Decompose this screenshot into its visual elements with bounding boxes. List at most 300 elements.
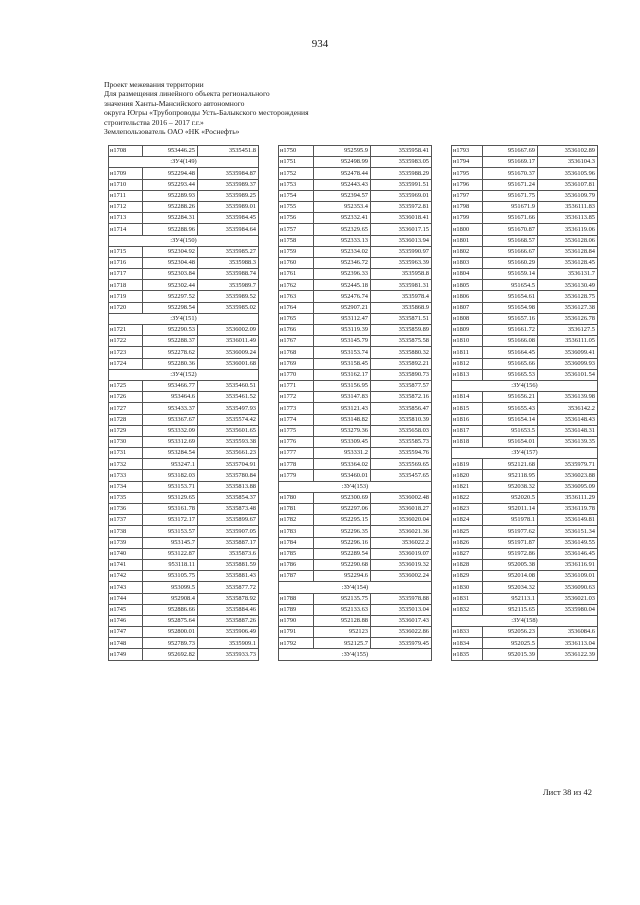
point-id-cell: н1827	[452, 548, 483, 559]
x-coordinate-cell: 952800.01	[143, 627, 198, 638]
x-coordinate-cell: 953331.2	[314, 448, 371, 459]
y-coordinate-cell: 3536130.49	[538, 280, 598, 291]
y-coordinate-cell: 3535594.76	[371, 448, 432, 459]
point-id-cell: н1753	[279, 179, 314, 190]
point-id-cell: н1826	[452, 537, 483, 548]
x-coordinate-cell: 952907.21	[314, 302, 371, 313]
point-id-cell: н1765	[279, 313, 314, 324]
y-coordinate-cell: 3535881.59	[198, 559, 259, 570]
table-row	[109, 649, 259, 660]
y-coordinate-cell: 3536019.07	[371, 548, 432, 559]
y-coordinate-cell: 3535899.67	[198, 515, 259, 526]
y-coordinate-cell: 3535013.04	[371, 604, 432, 615]
table-row	[279, 224, 432, 235]
point-id-cell: н1728	[109, 414, 143, 425]
point-id-cell: н1730	[109, 436, 143, 447]
x-coordinate-cell: 951667.69	[483, 146, 538, 157]
point-id-cell: н1808	[452, 313, 483, 324]
table-row	[452, 336, 598, 347]
x-coordinate-cell: 951654.61	[483, 291, 538, 302]
y-coordinate-cell: 3536127.5	[538, 325, 598, 336]
point-id-cell: н1782	[279, 515, 314, 526]
table-row	[279, 436, 432, 447]
y-coordinate-cell: 3535984.87	[198, 168, 259, 179]
x-coordinate-cell: 953153.74	[314, 347, 371, 358]
y-coordinate-cell: 3535451.8	[198, 146, 259, 157]
point-id-cell: н1799	[452, 213, 483, 224]
coordinates-table-1	[108, 145, 259, 661]
y-coordinate-cell: 3535988.3	[198, 257, 259, 268]
x-coordinate-cell: 952135.75	[314, 593, 371, 604]
y-coordinate-cell: 3535884.46	[198, 604, 259, 615]
section-label: :ЗУ4(150)	[109, 235, 259, 246]
x-coordinate-cell: 952014.08	[483, 571, 538, 582]
table-row	[452, 559, 598, 570]
y-coordinate-cell: 3535988.74	[198, 269, 259, 280]
section-row	[452, 380, 598, 391]
section-label: :ЗУ4(155)	[279, 649, 432, 660]
table-row	[279, 526, 432, 537]
x-coordinate-cell: 951665.66	[483, 358, 538, 369]
x-coordinate-cell: 951978.1	[483, 515, 538, 526]
point-id-cell: н1823	[452, 504, 483, 515]
y-coordinate-cell: 3536151.34	[538, 526, 598, 537]
y-coordinate-cell: 3535991.51	[371, 179, 432, 190]
y-coordinate-cell: 3536105.96	[538, 168, 598, 179]
y-coordinate-cell: 3535980.04	[538, 604, 598, 615]
table-row	[109, 246, 259, 257]
table-row	[452, 403, 598, 414]
x-coordinate-cell: 952443.43	[314, 179, 371, 190]
y-coordinate-cell: 3536119.78	[538, 504, 598, 515]
x-coordinate-cell: 951654.5	[483, 280, 538, 291]
point-id-cell: н1767	[279, 336, 314, 347]
x-coordinate-cell: 953153.57	[143, 526, 198, 537]
x-coordinate-cell: 952284.31	[143, 213, 198, 224]
x-coordinate-cell: 953153.71	[143, 481, 198, 492]
point-id-cell: н1811	[452, 347, 483, 358]
table-row	[452, 459, 598, 470]
y-coordinate-cell: 3536018.27	[371, 504, 432, 515]
point-id-cell: н1795	[452, 168, 483, 179]
y-coordinate-cell: 3535887.17	[198, 537, 259, 548]
point-id-cell: н1796	[452, 179, 483, 190]
y-coordinate-cell: 3535872.16	[371, 392, 432, 403]
y-coordinate-cell: 3535887.26	[198, 615, 259, 626]
y-coordinate-cell: 3535497.93	[198, 403, 259, 414]
x-coordinate-cell: 952445.18	[314, 280, 371, 291]
point-id-cell: н1755	[279, 201, 314, 212]
table-row	[452, 436, 598, 447]
y-coordinate-cell: 3535878.92	[198, 593, 259, 604]
point-id-cell: н1814	[452, 392, 483, 403]
x-coordinate-cell: 953460.01	[314, 470, 371, 481]
table-row	[109, 269, 259, 280]
point-id-cell: н1712	[109, 201, 143, 212]
x-coordinate-cell: 951653.5	[483, 425, 538, 436]
x-coordinate-cell: 951655.43	[483, 403, 538, 414]
table-row	[109, 302, 259, 313]
x-coordinate-cell: 951668.57	[483, 235, 538, 246]
table-row	[452, 604, 598, 615]
table-row	[109, 559, 259, 570]
table-row	[279, 559, 432, 570]
point-id-cell: н1803	[452, 257, 483, 268]
point-id-cell: н1759	[279, 246, 314, 257]
y-coordinate-cell: 3536113.04	[538, 638, 598, 649]
y-coordinate-cell: 3535880.32	[371, 347, 432, 358]
y-coordinate-cell: 3536099.93	[538, 358, 598, 369]
x-coordinate-cell: 952015.39	[483, 649, 538, 660]
x-coordinate-cell: 953161.78	[143, 504, 198, 515]
x-coordinate-cell: 953279.36	[314, 425, 371, 436]
y-coordinate-cell: 3536111.29	[538, 492, 598, 503]
point-id-cell: н1810	[452, 336, 483, 347]
table-row	[109, 548, 259, 559]
x-coordinate-cell: 951659.14	[483, 269, 538, 280]
x-coordinate-cell: 952295.15	[314, 515, 371, 526]
section-label: :ЗУ4(156)	[452, 380, 598, 391]
point-id-cell: н1756	[279, 213, 314, 224]
x-coordinate-cell: 952115.65	[483, 604, 538, 615]
x-coordinate-cell: 953364.02	[314, 459, 371, 470]
y-coordinate-cell: 3535978.88	[371, 593, 432, 604]
y-coordinate-cell: 3535990.97	[371, 246, 432, 257]
y-coordinate-cell: 3536139.98	[538, 392, 598, 403]
x-coordinate-cell: 951666.67	[483, 246, 538, 257]
point-id-cell: н1816	[452, 414, 483, 425]
y-coordinate-cell: 3535780.84	[198, 470, 259, 481]
point-id-cell: н1772	[279, 392, 314, 403]
point-id-cell: н1714	[109, 224, 143, 235]
table-row	[109, 515, 259, 526]
section-label: :ЗУ4(154)	[279, 582, 432, 593]
y-coordinate-cell: 3536102.89	[538, 146, 598, 157]
section-label: :ЗУ4(158)	[452, 615, 598, 626]
y-coordinate-cell: 3536109.01	[538, 571, 598, 582]
point-id-cell: н1757	[279, 224, 314, 235]
y-coordinate-cell: 3535988.29	[371, 168, 432, 179]
x-coordinate-cell: 952478.44	[314, 168, 371, 179]
point-id-cell: н1813	[452, 369, 483, 380]
y-coordinate-cell: 3535958.8	[371, 269, 432, 280]
x-coordinate-cell: 953145.79	[314, 336, 371, 347]
table-row	[279, 492, 432, 503]
table-row	[452, 515, 598, 526]
point-id-cell: н1807	[452, 302, 483, 313]
x-coordinate-cell: 952789.73	[143, 638, 198, 649]
y-coordinate-cell: 3535984.45	[198, 213, 259, 224]
table-row	[109, 582, 259, 593]
x-coordinate-cell: 953182.03	[143, 470, 198, 481]
y-coordinate-cell: 3536020.04	[371, 515, 432, 526]
table-row	[452, 235, 598, 246]
table-row	[452, 492, 598, 503]
point-id-cell: н1763	[279, 291, 314, 302]
y-coordinate-cell: 3536113.85	[538, 213, 598, 224]
point-id-cell: н1801	[452, 235, 483, 246]
x-coordinate-cell: 953172.17	[143, 515, 198, 526]
point-id-cell: н1710	[109, 179, 143, 190]
point-id-cell: н1797	[452, 190, 483, 201]
table-row	[109, 380, 259, 391]
table-row	[279, 190, 432, 201]
table-row	[279, 615, 432, 626]
table-row	[452, 213, 598, 224]
point-id-cell: н1812	[452, 358, 483, 369]
y-coordinate-cell: 3535569.65	[371, 459, 432, 470]
table-row	[279, 313, 432, 324]
x-coordinate-cell: 951671.9	[483, 201, 538, 212]
point-id-cell: н1743	[109, 582, 143, 593]
point-id-cell: н1749	[109, 649, 143, 660]
table-row	[279, 638, 432, 649]
point-id-cell: н1829	[452, 571, 483, 582]
y-coordinate-cell: 3535601.65	[198, 425, 259, 436]
table-row	[452, 571, 598, 582]
table-row	[279, 425, 432, 436]
table-row	[109, 325, 259, 336]
point-id-cell: н1725	[109, 380, 143, 391]
y-coordinate-cell: 3536119.06	[538, 224, 598, 235]
table-row	[452, 168, 598, 179]
header-line: Для размещения линейного объекта регионального	[104, 89, 270, 99]
table-row	[452, 201, 598, 212]
section-row	[279, 649, 432, 660]
point-id-cell: н1750	[279, 146, 314, 157]
point-id-cell: н1776	[279, 436, 314, 447]
y-coordinate-cell: 3535989.52	[198, 291, 259, 302]
point-id-cell: н1821	[452, 481, 483, 492]
x-coordinate-cell: 952121.68	[483, 459, 538, 470]
x-coordinate-cell: 953148.82	[314, 414, 371, 425]
point-id-cell: н1771	[279, 380, 314, 391]
table-row	[452, 358, 598, 369]
point-id-cell: н1713	[109, 213, 143, 224]
y-coordinate-cell: 3535457.65	[371, 470, 432, 481]
x-coordinate-cell: 953147.83	[314, 392, 371, 403]
x-coordinate-cell: 952346.72	[314, 257, 371, 268]
x-coordinate-cell: 951669.17	[483, 157, 538, 168]
point-id-cell: н1768	[279, 347, 314, 358]
y-coordinate-cell: 3535658.03	[371, 425, 432, 436]
point-id-cell: н1825	[452, 526, 483, 537]
y-coordinate-cell: 3535813.88	[198, 481, 259, 492]
y-coordinate-cell: 3536148.43	[538, 414, 598, 425]
table-row	[279, 414, 432, 425]
x-coordinate-cell: 952298.54	[143, 302, 198, 313]
y-coordinate-cell: 3535972.81	[371, 201, 432, 212]
y-coordinate-cell: 3535909.1	[198, 638, 259, 649]
point-id-cell: н1747	[109, 627, 143, 638]
y-coordinate-cell: 3536002.09	[198, 325, 259, 336]
point-id-cell: н1828	[452, 559, 483, 570]
point-id-cell: н1751	[279, 157, 314, 168]
point-id-cell: н1709	[109, 168, 143, 179]
y-coordinate-cell: 3536013.94	[371, 235, 432, 246]
x-coordinate-cell: 951654.14	[483, 414, 538, 425]
x-coordinate-cell: 952875.64	[143, 615, 198, 626]
x-coordinate-cell: 951665.53	[483, 369, 538, 380]
table-row	[452, 425, 598, 436]
point-id-cell: н1722	[109, 336, 143, 347]
section-row	[109, 369, 259, 380]
y-coordinate-cell: 3536022.86	[371, 627, 432, 638]
point-id-cell: н1817	[452, 425, 483, 436]
y-coordinate-cell: 3536116.91	[538, 559, 598, 570]
y-coordinate-cell: 3535854.37	[198, 492, 259, 503]
point-id-cell: н1835	[452, 649, 483, 660]
y-coordinate-cell: 3536128.45	[538, 257, 598, 268]
table-row	[279, 146, 432, 157]
x-coordinate-cell: 952394.57	[314, 190, 371, 201]
y-coordinate-cell: 3535989.37	[198, 179, 259, 190]
table-row	[279, 246, 432, 257]
point-id-cell: н1746	[109, 615, 143, 626]
table-row	[279, 179, 432, 190]
point-id-cell: н1752	[279, 168, 314, 179]
point-id-cell: н1780	[279, 492, 314, 503]
table-row	[279, 325, 432, 336]
table-row	[452, 190, 598, 201]
x-coordinate-cell: 952886.66	[143, 604, 198, 615]
table-row	[109, 257, 259, 268]
x-coordinate-cell: 951671.75	[483, 190, 538, 201]
header-line: округа Югры «Трубопроводы Усть-Балыкского месторождения	[104, 108, 309, 118]
point-id-cell: н1833	[452, 627, 483, 638]
table-row	[279, 168, 432, 179]
y-coordinate-cell: 3535873.6	[198, 548, 259, 559]
y-coordinate-cell: 3536095.09	[538, 481, 598, 492]
x-coordinate-cell: 953122.87	[143, 548, 198, 559]
x-coordinate-cell: 952333.13	[314, 235, 371, 246]
table-row	[452, 649, 598, 660]
x-coordinate-cell: 951654.98	[483, 302, 538, 313]
x-coordinate-cell: 951972.86	[483, 548, 538, 559]
table-row	[452, 269, 598, 280]
y-coordinate-cell: 3535890.73	[371, 369, 432, 380]
table-row	[279, 548, 432, 559]
table-row	[452, 392, 598, 403]
table-row	[452, 246, 598, 257]
y-coordinate-cell: 3536107.81	[538, 179, 598, 190]
y-coordinate-cell: 3535985.27	[198, 246, 259, 257]
table-row	[279, 604, 432, 615]
y-coordinate-cell: 3535661.23	[198, 448, 259, 459]
point-id-cell: н1794	[452, 157, 483, 168]
x-coordinate-cell: 952280.36	[143, 358, 198, 369]
table-row	[452, 369, 598, 380]
y-coordinate-cell: 3536122.39	[538, 649, 598, 660]
x-coordinate-cell: 952296.16	[314, 537, 371, 548]
point-id-cell: н1727	[109, 403, 143, 414]
y-coordinate-cell: 3535981.31	[371, 280, 432, 291]
table-row	[109, 448, 259, 459]
section-label: :ЗУ4(153)	[279, 481, 432, 492]
x-coordinate-cell: 952288.26	[143, 201, 198, 212]
table-row	[452, 146, 598, 157]
point-id-cell: н1734	[109, 481, 143, 492]
table-row	[109, 627, 259, 638]
x-coordinate-cell: 952304.48	[143, 257, 198, 268]
point-id-cell: н1760	[279, 257, 314, 268]
x-coordinate-cell: 952300.69	[314, 492, 371, 503]
x-coordinate-cell: 952034.32	[483, 582, 538, 593]
x-coordinate-cell: 952123	[314, 627, 371, 638]
x-coordinate-cell: 952289.54	[314, 548, 371, 559]
y-coordinate-cell: 3536139.35	[538, 436, 598, 447]
point-id-cell: н1781	[279, 504, 314, 515]
table-row	[109, 146, 259, 157]
y-coordinate-cell: 3535983.05	[371, 157, 432, 168]
section-label: :ЗУ4(157)	[452, 448, 598, 459]
point-id-cell: н1720	[109, 302, 143, 313]
point-id-cell: н1740	[109, 548, 143, 559]
x-coordinate-cell: 952011.14	[483, 504, 538, 515]
table-row	[279, 369, 432, 380]
table-row	[452, 224, 598, 235]
point-id-cell: н1824	[452, 515, 483, 526]
y-coordinate-cell: 3536021.03	[538, 593, 598, 604]
y-coordinate-cell: 3535933.73	[198, 649, 259, 660]
header-line: значения Ханты-Мансийского автономного	[104, 98, 245, 108]
x-coordinate-cell: 951671.24	[483, 179, 538, 190]
table-row	[279, 257, 432, 268]
x-coordinate-cell: 952297.52	[143, 291, 198, 302]
y-coordinate-cell: 3536131.7	[538, 269, 598, 280]
table-row	[452, 627, 598, 638]
y-coordinate-cell: 3535979.45	[371, 638, 432, 649]
table-row	[452, 291, 598, 302]
y-coordinate-cell: 3536149.55	[538, 537, 598, 548]
table-row	[452, 347, 598, 358]
table-row	[109, 213, 259, 224]
table-row	[279, 470, 432, 481]
y-coordinate-cell: 3535989.7	[198, 280, 259, 291]
coordinates-table-3	[451, 145, 598, 661]
y-coordinate-cell: 3536149.81	[538, 515, 598, 526]
x-coordinate-cell: 953145.7	[143, 537, 198, 548]
point-id-cell: н1718	[109, 280, 143, 291]
y-coordinate-cell: 3536128.84	[538, 246, 598, 257]
table-row	[279, 201, 432, 212]
point-id-cell: н1764	[279, 302, 314, 313]
point-id-cell: н1770	[279, 369, 314, 380]
point-id-cell: н1719	[109, 291, 143, 302]
table-row	[452, 470, 598, 481]
y-coordinate-cell: 3535881.43	[198, 571, 259, 582]
table-row	[279, 358, 432, 369]
x-coordinate-cell: 952297.06	[314, 504, 371, 515]
point-id-cell: н1805	[452, 280, 483, 291]
y-coordinate-cell: 3535574.42	[198, 414, 259, 425]
table-row	[109, 425, 259, 436]
y-coordinate-cell: 3535984.64	[198, 224, 259, 235]
x-coordinate-cell: 952476.74	[314, 291, 371, 302]
point-id-cell: н1708	[109, 146, 143, 157]
x-coordinate-cell: 953367.67	[143, 414, 198, 425]
coordinates-table-2	[278, 145, 432, 661]
point-id-cell: н1832	[452, 604, 483, 615]
table-row	[109, 291, 259, 302]
table-row	[452, 302, 598, 313]
y-coordinate-cell: 3535877.72	[198, 582, 259, 593]
y-coordinate-cell: 3535585.73	[371, 436, 432, 447]
x-coordinate-cell: 952288.37	[143, 336, 198, 347]
point-id-cell: н1834	[452, 638, 483, 649]
x-coordinate-cell: 953118.11	[143, 559, 198, 570]
y-coordinate-cell: 3535907.05	[198, 526, 259, 537]
